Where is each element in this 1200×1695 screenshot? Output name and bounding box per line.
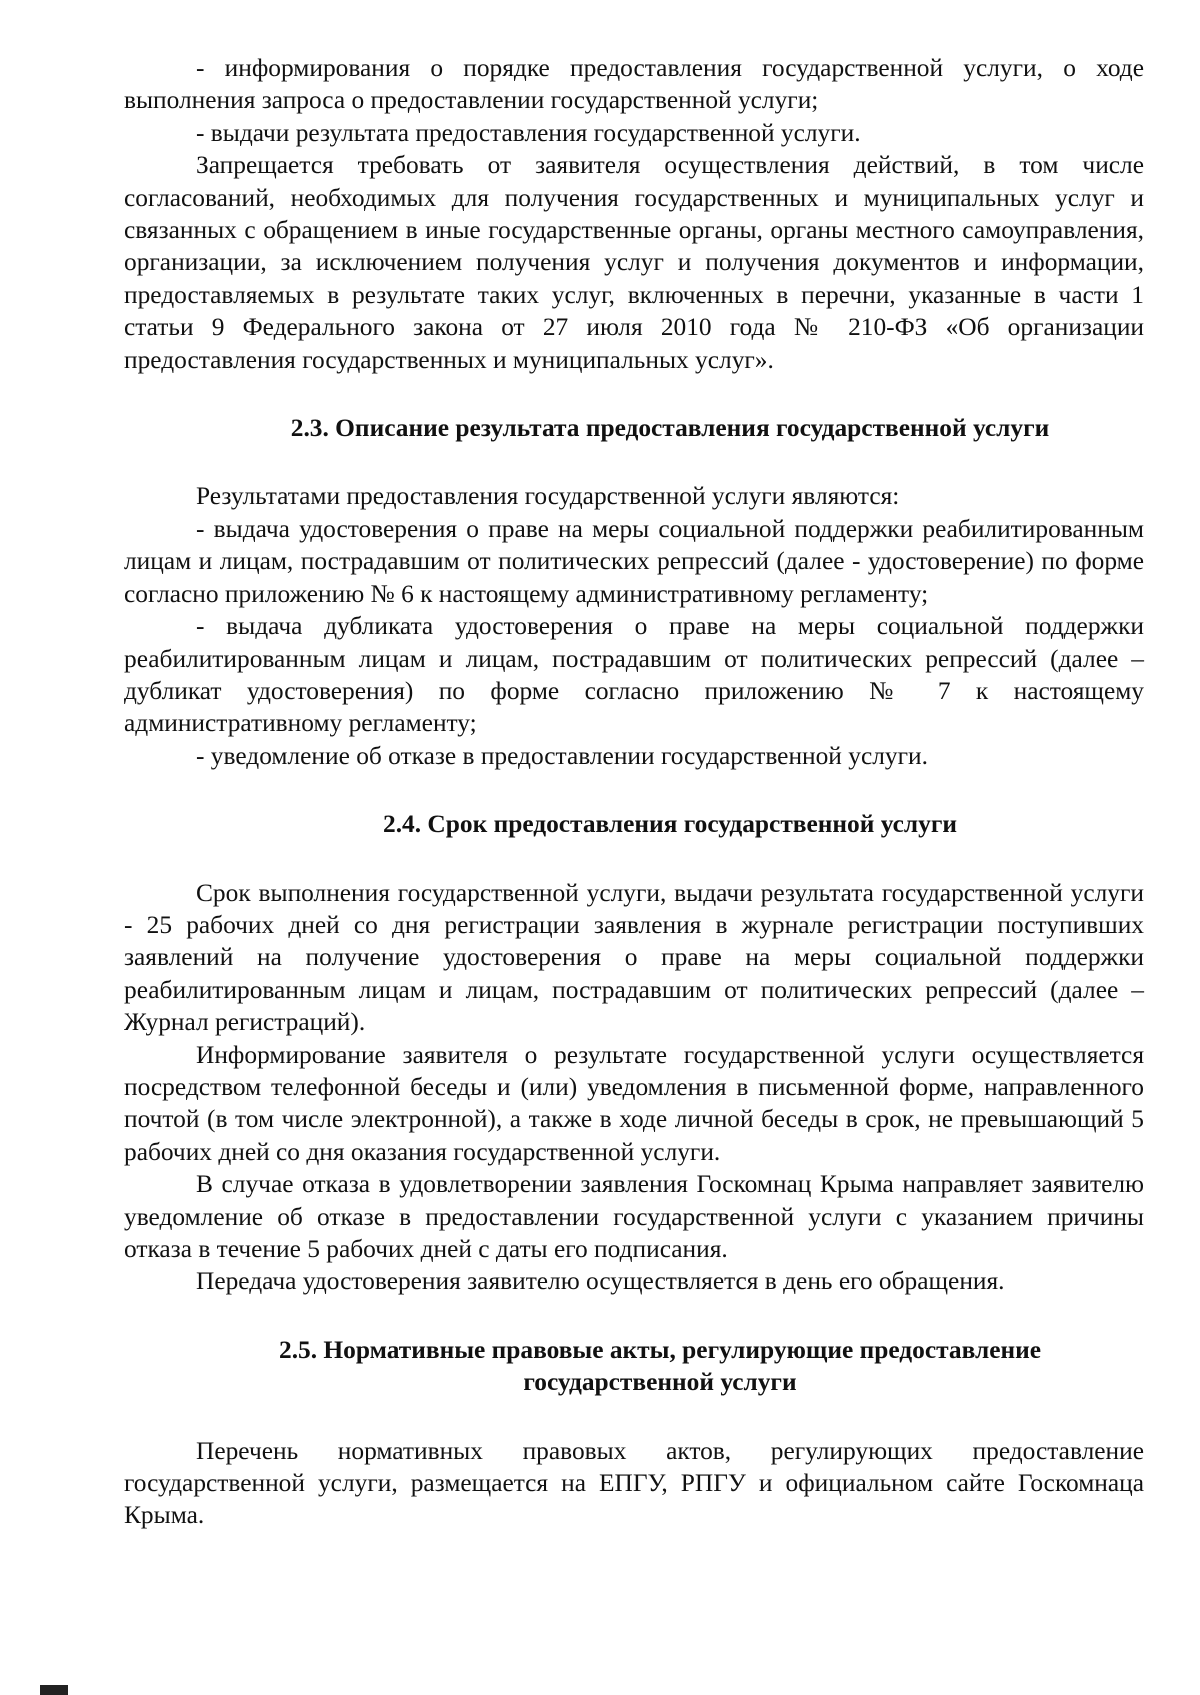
- scan-edge-mark: [40, 1685, 68, 1695]
- section-2-3-heading: 2.3. Описание результата предоставления государственной услуги: [290, 414, 1050, 443]
- section-2-5-list-location: Перечень нормативных правовых актов, регулирующих предоставление государственной услуги, размещается на ЕПГУ, РПГУ и официальном сайте Госкомнаца Крыма.: [124, 1436, 1144, 1530]
- section-2-3-body: [124, 480, 1144, 772]
- document-page: [124, 52, 1144, 1532]
- section-2-3-item-refusal: - уведомление об отказе в предоставлении государственной услуги.: [196, 741, 928, 770]
- section-2-3-item-certificate: - выдача удостоверения о праве на меры социальной поддержки реабилитированным лицам и лицам, пострадавшим от политических репрессий (далее - удостоверение) по форме согласно приложению № 6 к настоящему административному регламенту;: [124, 514, 1144, 608]
- section-2-3-intro: Результатами предоставления государственной услуги являются:: [196, 482, 900, 511]
- paragraph-issuing-result: - выдачи результата предоставления государственной услуги.: [196, 118, 861, 147]
- paragraph-prohibition: Запрещается требовать от заявителя осуществления действий, в том числе согласований, необходимых для получения государственных и муниципальных услуг и связанных с обращением в иные государственные органы, органы местного самоуправления, организации, за исключением получения услуг и получения документов и информации, предоставляемых в результате таких услуг, включенных в перечни, указанные в части 1 статьи 9 Федерального закона от 27 июля 2010 года № 210-ФЗ «Об организации предоставления государственных и муниципальных услуг».: [124, 151, 1144, 374]
- section-2-4-heading: 2.4. Срок предоставления государственной услуги: [383, 810, 957, 839]
- section-2-4-informing: Информирование заявителя о результате государственной услуги осуществляется посредством телефонной беседы и (или) уведомления в письменной форме, направленного почтой (в том числе электронной), а также в ходе личной беседы в срок, не превышающий 5 рабочих дней со дня оказания государственной услуги.: [124, 1040, 1144, 1166]
- section-2-5-heading: [124, 1334, 1144, 1399]
- section-2-4-refusal-notice: В случае отказа в удовлетворении заявления Госкомнац Крыма направляет заявителю уведомление об отказе в предоставлении государственной услуги с указанием причины отказа в течение 5 рабочих дней с даты его подписания.: [124, 1170, 1144, 1263]
- section-2-5-body: [124, 1435, 1144, 1532]
- section-2-4-term: Срок выполнения государственной услуги, выдачи результата государственной услуги - 25 рабочих дней со дня регистрации заявления в журнале регистрации поступивших заявлений на получение удостоверения о праве на меры социальной поддержки реабилитированным лицам и лицам, пострадавшим от политических репрессий (далее – Журнал регистраций).: [124, 878, 1144, 1037]
- section-2-5-heading-line-2: государственной услуги: [523, 1368, 797, 1397]
- paragraph-informing: - информирования о порядке предоставления государственной услуги, о ходе выполнения запроса о предоставлении государственной услуги;: [124, 54, 1144, 115]
- section-2-4-handover: Передача удостоверения заявителю осуществляется в день его обращения.: [196, 1267, 1005, 1296]
- section-2-4-body: [124, 877, 1144, 1298]
- section-2-3-item-duplicate: - выдача дубликата удостоверения о праве на меры социальной поддержки реабилитированным лицам и лицам, пострадавшим от политических репрессий (далее – дубликат удостоверения) по форме согласно приложению № 7 к настоящему административному регламенту;: [124, 612, 1144, 738]
- section-2-5-heading-line-1: 2.5. Нормативные правовые акты, регулирующие предоставление: [279, 1335, 1041, 1364]
